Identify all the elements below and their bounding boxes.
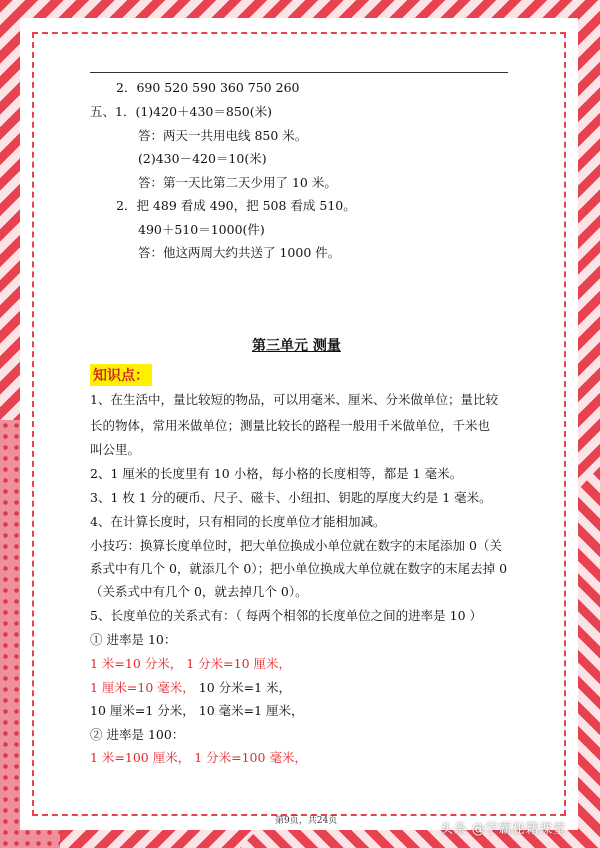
- point-5: 5、长度单位的关系式有：（ 每两个相邻的长度单位之间的进率是 10 ）: [90, 608, 483, 623]
- point-2: 2、1 厘米的长度里有 10 小格，每小格的长度相等，都是 1 毫米。: [90, 466, 463, 481]
- question-2: 2．把 489 看成 490，把 508 看成 510。: [116, 198, 356, 213]
- knowledge-points-label: 知识点：: [90, 364, 152, 386]
- rate-10-line-1: 1 米=10 分米， 1 分米=10 厘米，: [90, 656, 292, 671]
- equation-3: 490＋510＝1000(件): [138, 222, 265, 237]
- point-4: 4、在计算长度时，只有相同的长度单位才能相加减。: [90, 514, 386, 529]
- tip-line-2: 系式中有几个 0，就添几个 0）；把小单位换成大单位就在数字的末尾去掉 0: [90, 561, 508, 576]
- point-1-line-1: 1、在生活中，量比较短的物品，可以用毫米、厘米、分米做单位；量比较: [90, 392, 498, 407]
- equation-2: (2)430－420＝10(米): [138, 151, 267, 166]
- rate-10-line-3: 10 厘米=1 分米， 10 毫米=1 厘米，: [90, 703, 304, 718]
- point-3: 3、1 枚 1 分的硬币、尺子、磁卡、小纽扣、钥匙的厚度大约是 1 毫米。: [90, 490, 492, 505]
- tip-line-1: 小技巧：换算长度单位时，把大单位换成小单位就在数字的末尾添加 0（关: [90, 538, 502, 553]
- answer-1: 答：两天一共用电线 850 米。: [138, 128, 308, 143]
- answer-2: 答：第一天比第二天少用了 10 米。: [138, 175, 337, 190]
- answer-3: 答：他这两周大约共送了 1000 件。: [138, 245, 341, 260]
- page-number: 第9页，共24页: [275, 816, 338, 826]
- rate-100-label: ② 进率是 100：: [90, 727, 185, 742]
- rate-10-label: ① 进率是 10：: [90, 632, 177, 647]
- point-1-line-2: 长的物体，常用米做单位；测量比较长的路程一般用千米做单位，千米也: [90, 418, 491, 433]
- rate-100-line-1: 1 米=100 厘米， 1 分米=100 毫米，: [90, 750, 307, 765]
- rate-10-line-2-black: 10 分米=1 米，: [198, 680, 292, 695]
- top-rule: [90, 72, 508, 73]
- rate-10-line-2-red: 1 厘米=10 毫米，: [90, 680, 195, 695]
- unit-heading: 第三单元 测量: [252, 338, 341, 354]
- section-five-q1: 五、1．(1)420＋430＝850(米): [90, 104, 272, 119]
- watermark: 头条 @学霸秘籍课堂: [440, 822, 567, 837]
- answer-line-2: 2．690 520 590 360 750 260: [116, 80, 300, 95]
- rate-10-line-2: [90, 680, 291, 696]
- point-1-line-3: 叫公里。: [90, 442, 141, 457]
- tip-line-3: （关系式中有几个 0，就去掉几个 0）。: [90, 584, 308, 599]
